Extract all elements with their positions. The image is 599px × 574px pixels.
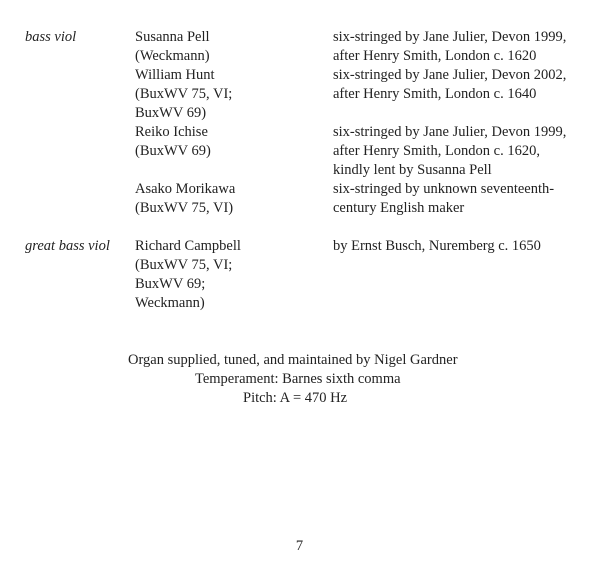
player-line: BuxWV 69; (135, 276, 206, 292)
player-name (135, 180, 325, 218)
pitch-note: Pitch: A = 470 Hz (243, 390, 348, 406)
instrument-description (333, 28, 593, 66)
section-label: bass viol (25, 29, 77, 45)
instrument-line: after Henry Smith, London c. 1640 (333, 86, 537, 102)
temperament-note: Temperament: Barnes sixth comma (195, 371, 401, 387)
instrument-line: six-stringed by Jane Julier, Devon 2002, (333, 67, 567, 83)
instrument-line: six-stringed by Jane Julier, Devon 1999, (333, 29, 567, 45)
section-label: great bass viol (25, 238, 110, 254)
player-name (135, 28, 325, 66)
performer-row (0, 180, 599, 218)
player-name (135, 66, 325, 123)
instrument-description (333, 66, 593, 104)
player-line: (BuxWV 69) (135, 143, 211, 159)
instrument-line: kindly lent by Susanna Pell (333, 162, 492, 178)
player-line: Richard Campbell (135, 238, 241, 254)
performer-row (0, 123, 599, 180)
player-line: (BuxWV 75, VI) (135, 200, 234, 216)
player-line: (BuxWV 75, VI; (135, 257, 233, 273)
player-line: Weckmann) (135, 295, 205, 311)
instrument-description (333, 237, 593, 256)
player-line: (BuxWV 75, VI; (135, 86, 233, 102)
performer-row (0, 237, 599, 313)
player-line: BuxWV 69) (135, 105, 207, 121)
page-number: 7 (295, 538, 304, 554)
player-line: William Hunt (135, 67, 215, 83)
player-name (135, 237, 325, 313)
performer-row (0, 66, 599, 123)
organ-credit: Organ supplied, tuned, and maintained by Nigel Gardner (128, 352, 458, 368)
player-name (135, 123, 325, 161)
instrument-line: century English maker (333, 200, 465, 216)
player-line: Susanna Pell (135, 29, 210, 45)
performer-row (0, 28, 599, 66)
player-line: (Weckmann) (135, 48, 210, 64)
instrument-line: after Henry Smith, London c. 1620 (333, 48, 537, 64)
player-line: Asako Morikawa (135, 181, 236, 197)
section-great-bass-viol (0, 237, 599, 313)
instrument-line: after Henry Smith, London c. 1620, (333, 143, 540, 159)
instrument-description (333, 180, 593, 218)
player-line: Reiko Ichise (135, 124, 208, 140)
instrument-line: six-stringed by Jane Julier, Devon 1999, (333, 124, 567, 140)
section-bass-viol (0, 28, 599, 220)
instrument-line: by Ernst Busch, Nuremberg c. 1650 (333, 238, 541, 254)
instrument-description (333, 123, 593, 180)
instrument-line: six-stringed by unknown seventeenth- (333, 181, 555, 197)
